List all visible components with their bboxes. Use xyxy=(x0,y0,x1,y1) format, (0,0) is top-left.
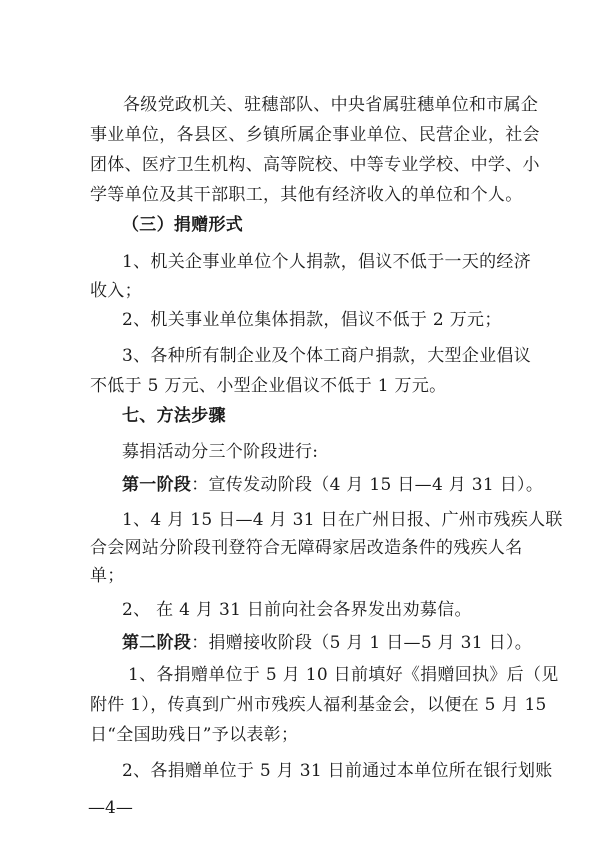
item-3-line-1: 3、各种所有制企业及个体工商户捐款，大型企业倡议 xyxy=(122,346,532,366)
stage-2-label: 第二阶段 xyxy=(122,633,192,653)
scope-line-4: 学等单位及其干部职工，其他有经济收入的单位和个人。 xyxy=(90,185,523,205)
section-3-heading: （三）捐赠形式 xyxy=(122,215,244,235)
stage-1-item-1-line-3: 单； xyxy=(90,566,125,586)
page-number: —4— xyxy=(88,798,133,818)
scope-line-1: 各级党政机关、驻穗部队、中央省属驻穗单位和市属企 xyxy=(123,95,539,115)
stage-2-item-1-line-3: 日“全国助残日”予以表彰； xyxy=(90,725,299,745)
stage-1-item-2: 2、 在 4 月 31 日前向社会各界发出劝募信。 xyxy=(122,600,472,620)
stage-1-item-1-line-2: 合会网站分阶段刊登符合无障碍家居改造条件的残疾人名 xyxy=(90,538,523,558)
section-7-heading: 七、方法步骤 xyxy=(122,406,226,426)
stage-1-line xyxy=(122,473,543,497)
item-2-line: 2、机关事业单位集体捐款，倡议不低于 2 万元； xyxy=(122,310,502,330)
stage-1-item-1-line-1: 1、4 月 15 日—4 月 31 日在广州日报、广州市残疾人联 xyxy=(122,510,563,530)
scope-line-2: 事业单位，各县区、乡镇所属企事业单位、民营企业，社会 xyxy=(90,125,540,145)
stage-2-item-2-line: 2、各捐赠单位于 5 月 31 日前通过本单位所在银行划账 xyxy=(122,761,553,781)
scope-line-3: 团体、医疗卫生机构、高等院校、中等专业学校、中学、小 xyxy=(90,155,540,175)
stage-1-text: ：宣传发动阶段（4 月 15 日—4 月 31 日）。 xyxy=(191,475,544,495)
intro-line: 募捐活动分三个阶段进行: xyxy=(122,442,319,462)
stage-2-item-1-line-2: 附件 1），传真到广州市残疾人福利基金会，以便在 5 月 15 xyxy=(90,695,547,715)
stage-2-line xyxy=(122,631,532,655)
item-1-line-2: 收入； xyxy=(90,281,142,301)
stage-1-label: 第一阶段 xyxy=(122,475,192,495)
item-3-line-2: 不低于 5 万元、小型企业倡议不低于 1 万元。 xyxy=(90,376,447,396)
item-1-line-1: 1、机关企事业单位个人捐款，倡议不低于一天的经济 xyxy=(122,252,532,272)
stage-2-text: ：捐赠接收阶段（5 月 1 日—5 月 31 日）。 xyxy=(191,633,533,653)
stage-2-item-1-line-1: 1、各捐赠单位于 5 月 10 日前填好《捐赠回执》后（见 xyxy=(128,665,559,685)
